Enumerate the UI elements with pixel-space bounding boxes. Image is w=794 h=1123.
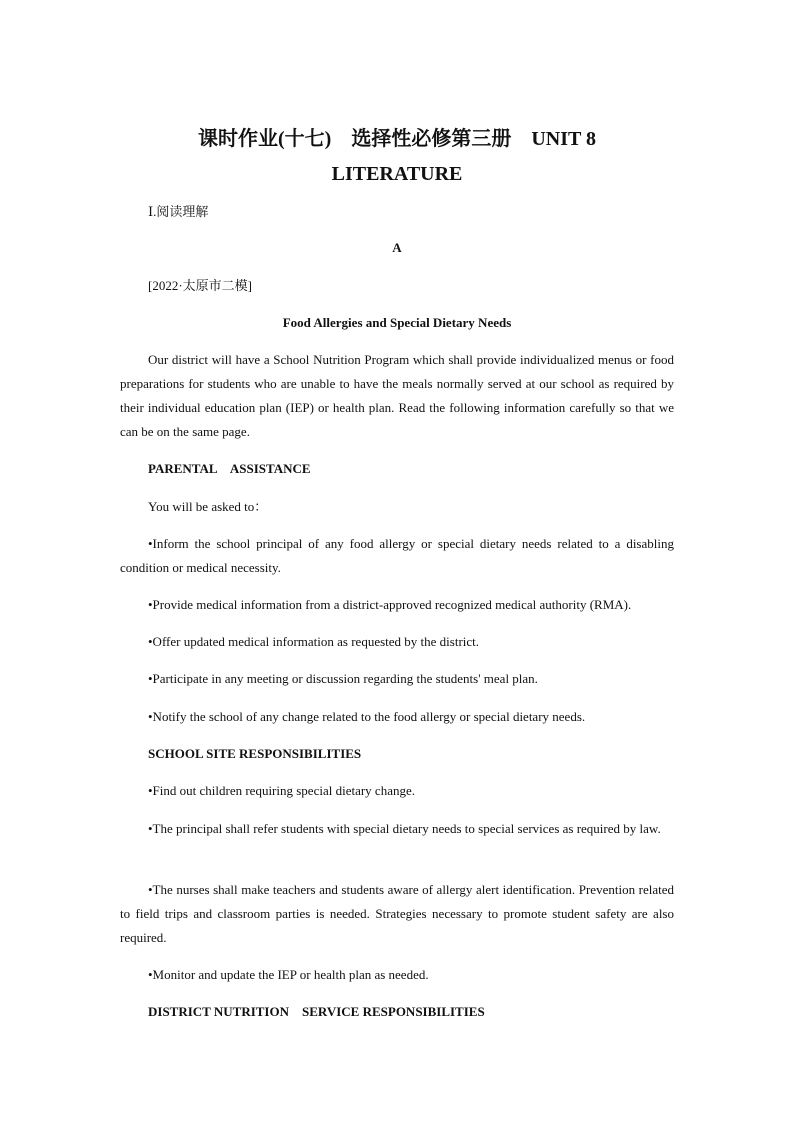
intro-paragraph: Our district will have a School Nutrition Program which shall provide individualized menus or food preparations for students who are unable to have the meals normally served at our school as required by their individual education plan (IEP) or health plan. Read the following information carefully so that we can be on the same page.: [120, 352, 674, 439]
parental-assistance-heading: PARENTAL ASSISTANCE: [148, 461, 311, 476]
passage-title: Food Allergies and Special Dietary Needs: [282, 315, 512, 330]
parental-item: •Provide medical information from a district-approved recognized medical authority (RMA).: [148, 597, 632, 612]
page-title-line-1: 课时作业(十七) 选择性必修第三册 UNIT 8: [198, 128, 596, 150]
parental-item: •Participate in any meeting or discussion regarding the students' meal plan.: [148, 671, 538, 686]
parental-item: •Offer updated medical information as requested by the district.: [148, 634, 480, 649]
page-title-line-2: LITERATURE: [331, 163, 463, 185]
parental-ask-line: You will be asked to：: [148, 499, 268, 514]
district-nutrition-heading: DISTRICT NUTRITION SERVICE RESPONSIBILITIES: [148, 1004, 485, 1019]
school-item: •The principal shall refer students with special dietary needs to special services as required by law.: [148, 821, 661, 836]
school-item: •Monitor and update the IEP or health plan as needed.: [148, 967, 429, 982]
passage-label: A: [392, 240, 402, 255]
school-item: •Find out children requiring special dietary change.: [148, 783, 415, 798]
school-site-heading: SCHOOL SITE RESPONSIBILITIES: [148, 746, 362, 761]
school-item: •The nurses shall make teachers and students aware of allergy alert identification. Prevention related to field trips and classroom parties is needed. Strategies necessary to promote student safety are also required.: [120, 882, 674, 945]
passage-source: [2022·太原市二模]: [148, 278, 252, 293]
parental-item: •Inform the school principal of any food allergy or special dietary needs related to a disabling condition or medical necessity.: [120, 536, 674, 575]
parental-item: •Notify the school of any change related to the food allergy or special dietary needs.: [148, 709, 586, 724]
section-label: Ⅰ.阅读理解: [148, 204, 209, 219]
